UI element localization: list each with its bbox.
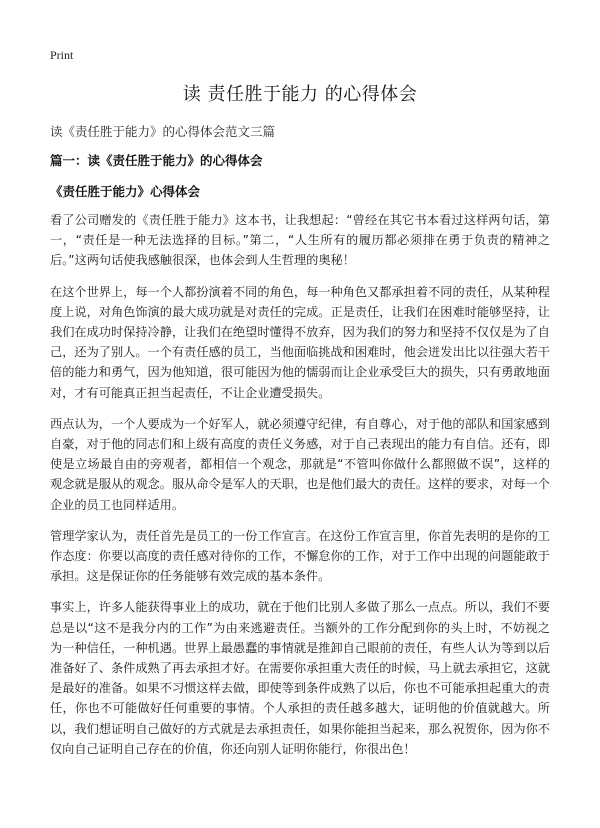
paragraph-4: 管理学家认为，责任首先是员工的一份工作宣言。在这份工作宣言里，你首先表明的是你的工作态度：你要以高度的责任感对待你的工作，不懈怠你的工作，对于工作中出现的问题能敢于承担。这是保证你的任务能够有效完成的基本条件。: [50, 528, 550, 584]
article-body: [50, 210, 550, 770]
paragraph-1: 看了公司赠发的《责任胜于能力》这本书，让我想起：“曾经在其它书本看过这样两句话，第一，“责任是一种无法选择的目标。”第二，“人生所有的履历都必须排在勇于负责的精神之后。”这两句话使我感触很深，也体会到人生哲理的奥秘！: [50, 213, 550, 268]
paragraph-2: 在这个世界上，每一个人都扮演着不同的角色，每一种角色又都承担着不同的责任，从某种程度上说，对角色饰演的最大成功就是对责任的完成。正是责任，让我们在困难时能够坚持，让我们在成功时保持冷静，让我们在绝望时懂得不放弃，因为我们的努力和坚持不仅仅是为了自己，还为了别人。一个有责任感的员工，当他面临挑战和困难时，他会迸发出比以往强大若干倍的能力和勇气，因为他知道，很可能因为他的懦弱而让企业承受巨大的损失，只有勇敢地面对，才有可能真正担当起责任，不让企业遭受损失。: [50, 284, 550, 400]
article-heading: 《责任胜于能力》心得体会: [50, 184, 201, 199]
print-link[interactable]: Print: [50, 48, 74, 62]
page-title: 读 责任胜于能力 的心得体会: [182, 84, 418, 105]
paragraph-5: 事实上，许多人能获得事业上的成功，就在于他们比别人多做了那么一点点。所以，我们不要总是以“这不是我分内的工作”为由来逃避责任。当额外的工作分配到你的头上时，不妨视之为一种信任，一种机遇。世界上最愚蠢的事情就是推卸自己眼前的责任，有些人认为等到以后准备好了、条件成熟了再去承担才好。在需要你承担重大责任的时候，马上就去承担它，这就是最好的准备。如果不习惯这样去做，即使等到条件成熟了以后，你也不可能承担起重大的责任，你也不可能做好任何重要的事情。个人承担的责任越多越大，证明他的价值就越大。所以，我们想证明自己做好的方式就是去承担责任，如果你能担当起来，那么祝贺你，因为你不仅向自己证明自己存在的价值，你还向别人证明你能行，你很出色！: [50, 600, 550, 756]
document-subtitle: 读《责任胜于能力》的心得体会范文三篇: [50, 124, 276, 139]
paragraph-3: 西点认为，一个人要成为一个好军人，就必须遵守纪律，有自尊心，对于他的部队和国家感到自豪，对于他的同志们和上级有高度的责任义务感，对于自己表现出的能力有自信。还有，即使是立场最自由的旁观者，都相信一个观念，那就是“不管叫你做什么都照做不误”，这样的观念就是服从的观念。服从命令是军人的天职，也是他们最大的责任。这样的要求，对每一个企业的员工也同样适用。: [50, 416, 550, 512]
section-heading: 篇一：读《责任胜于能力》的心得体会: [50, 153, 263, 168]
